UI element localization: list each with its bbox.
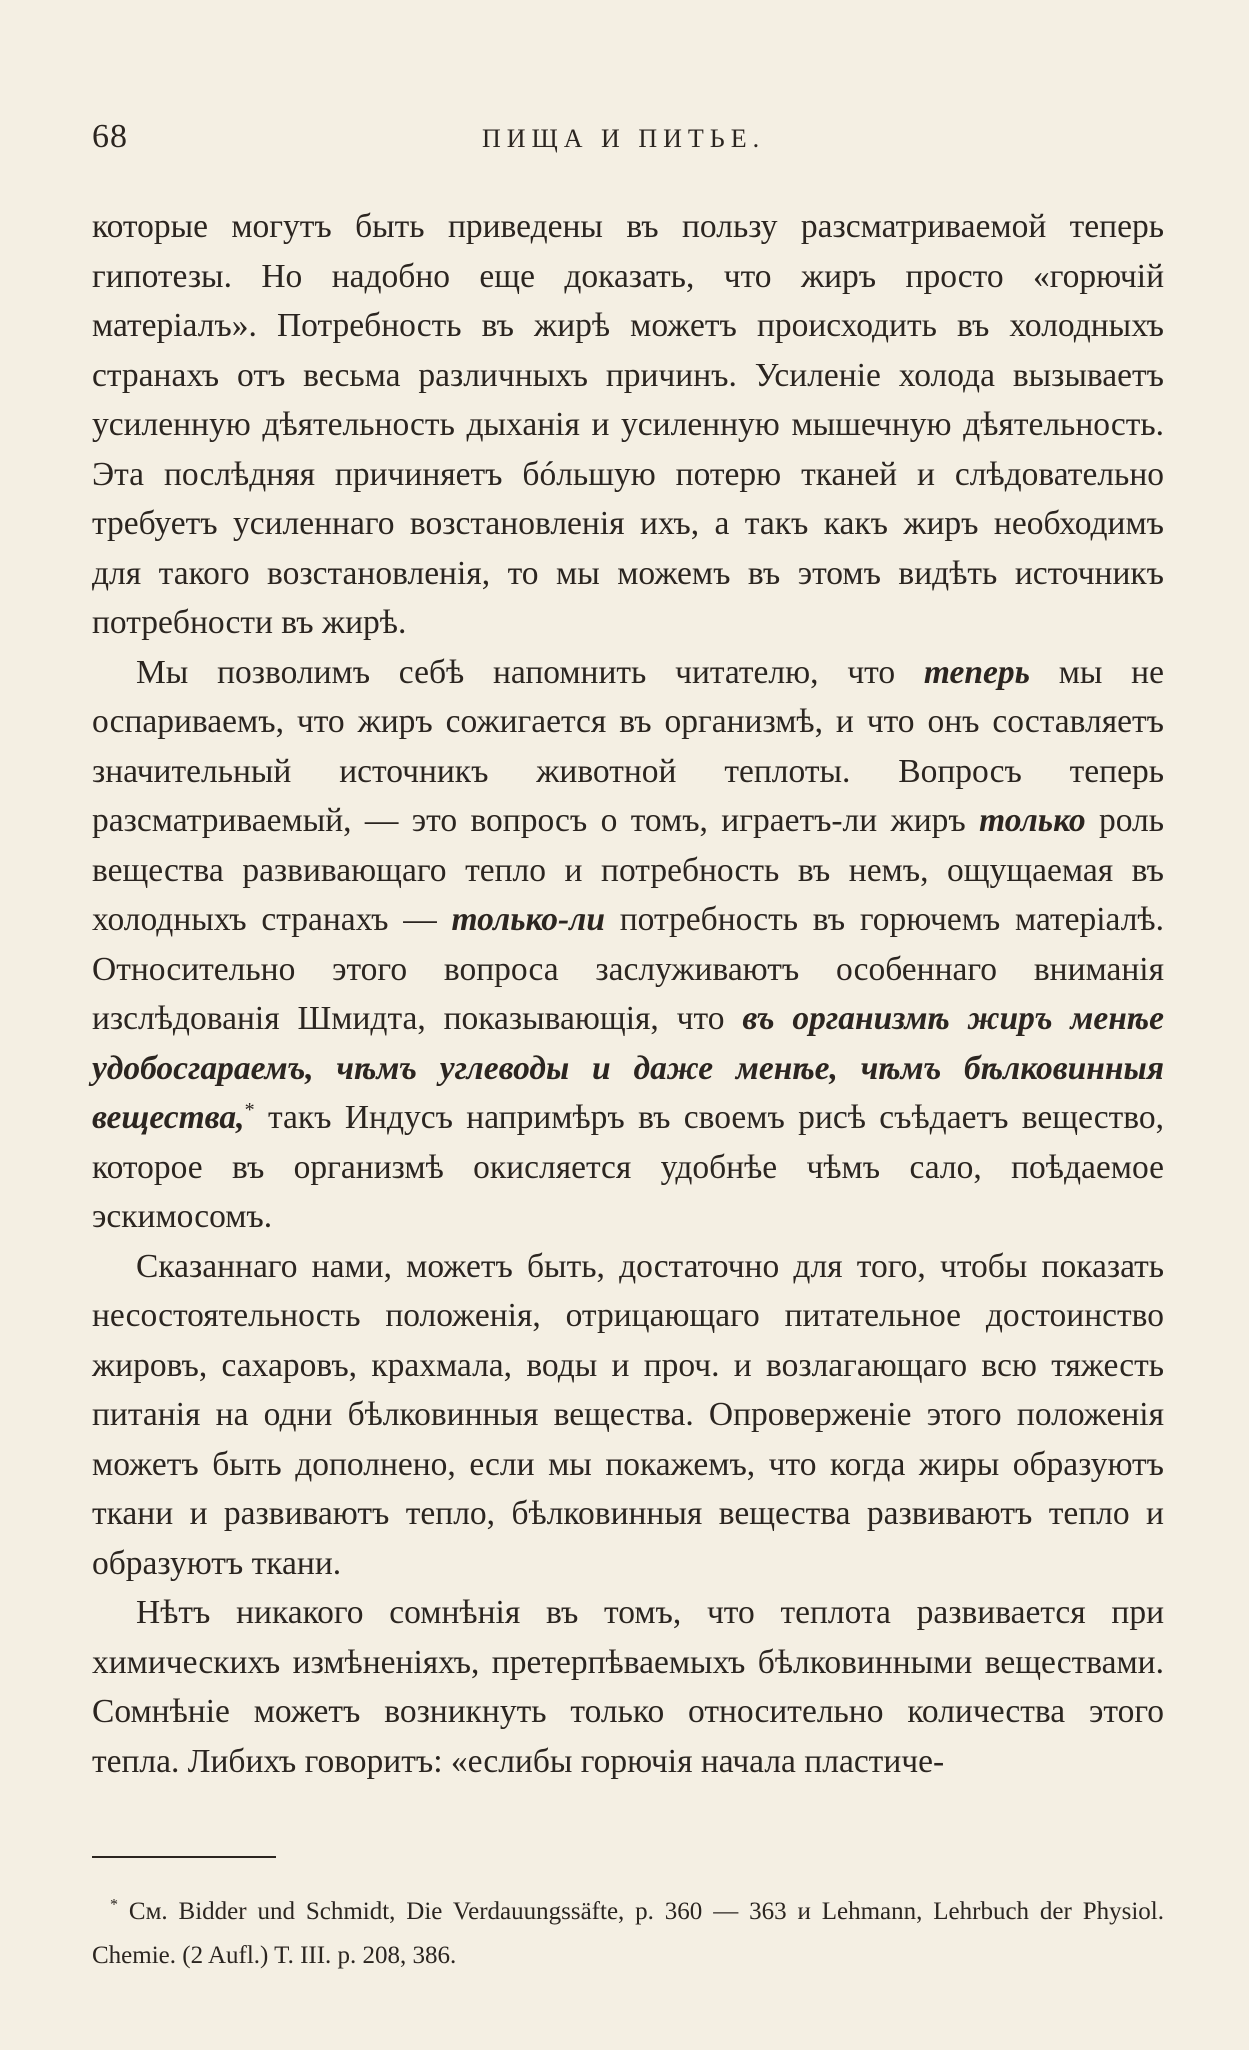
footnote-mark: * bbox=[110, 1896, 118, 1914]
footnote bbox=[92, 1890, 1164, 1978]
book-page bbox=[92, 118, 1164, 1978]
text-run: которые могутъ быть приведены въ пользу разсматриваемой теперь гипотезы. Но надобно еще доказать, что жиръ просто «горючій матеріалъ». Потребность въ жирѣ можетъ происходить въ холодныхъ странахъ отъ весьма различныхъ причинъ. Усиленіе холода вызываетъ усиленную дѣятельность дыханія и усиленную мышечную дѣятельность. Эта послѣдняя причиняетъ бóльшую потерю тканей и слѣдовательно требуетъ усиленнаго возстановленія ихъ, а такъ какъ жиръ необходимъ для такого возстановленія, то мы можемъ въ этомъ видѣть источникъ потребности въ жирѣ. bbox=[92, 208, 1164, 641]
footnote-text: См. Bidder und Schmidt, Die Verdauungssäfte, p. 360 — 363 и Lehmann, Lehrbuch der Physiol. Chemie. (2 Aufl.) T. III. p. 208, 386. bbox=[92, 1898, 1165, 1969]
italic-run: только-ли bbox=[451, 901, 605, 938]
paragraph bbox=[92, 1588, 1164, 1786]
body-text bbox=[92, 202, 1164, 1786]
page-number: 68 bbox=[92, 118, 128, 155]
text-run: Нѣтъ никакого сомнѣнія въ томъ, что теплота развивается при химическихъ измѣненіяхъ, претерпѣваемыхъ бѣлковинными веществами. Сомнѣніе можетъ возникнуть только относительно количества этого тепла. Либихъ говоритъ: «еслибы горючія начала пластиче- bbox=[92, 1594, 1164, 1780]
paragraph bbox=[92, 202, 1164, 648]
running-head: ПИЩА И ПИТЬЕ. bbox=[482, 124, 766, 153]
text-run: роль вещества развивающаго тепло и потребность въ немъ, ощущаемая въ холодныхъ странахъ — bbox=[92, 802, 1164, 938]
text-run: Мы позволимъ себѣ напомнить читателю, что bbox=[136, 653, 924, 691]
text-run: Сказаннаго нами, можетъ быть, достаточно для того, чтобы показать несостоятельность положенія, отрицающаго питательное достоинство жировъ, сахаровъ, крахмала, воды и проч. и возлагающаго всю тяжесть питанія на одни бѣлковинныя вещества. Опроверженіе этого положенія можетъ быть дополнено, если мы покажемъ, что когда жиры образуютъ ткани и развиваютъ тепло, бѣлковинныя вещества развиваютъ тепло и образуютъ ткани. bbox=[92, 1247, 1164, 1582]
italic-run: теперь bbox=[923, 653, 1030, 691]
italic-run: только bbox=[979, 802, 1086, 839]
text-run: мы не оспариваемъ, что жиръ сожигается въ организмѣ, и что онъ составляетъ значительный источникъ животной теплоты. Вопросъ теперь разсматриваемый, — это вопросъ о томъ, играетъ-ли жиръ bbox=[92, 653, 1164, 839]
footnote-separator bbox=[92, 1856, 276, 1858]
text-run: такъ Индусъ напримѣръ въ своемъ рисѣ съѣдаетъ вещество, которое въ организмѣ окисляется удобнѣе чѣмъ сало, поѣдаемое эскимосомъ. bbox=[92, 1099, 1164, 1235]
page-header bbox=[92, 118, 1164, 158]
footnote-reference: * bbox=[244, 1098, 255, 1121]
italic-run: въ организмѣ жиръ менѣе удобосгараемъ, чѣмъ углеводы и даже менѣе, чѣмъ бѣлковинныя вещества, bbox=[92, 1000, 1165, 1136]
text-run: потребность въ горючемъ матеріалѣ. Относительно этого вопроса заслуживаютъ особеннаго вниманія изслѣдованія Шмидта, показывающія, что bbox=[92, 901, 1164, 1037]
paragraph bbox=[92, 648, 1164, 1242]
paragraph bbox=[92, 1242, 1164, 1589]
